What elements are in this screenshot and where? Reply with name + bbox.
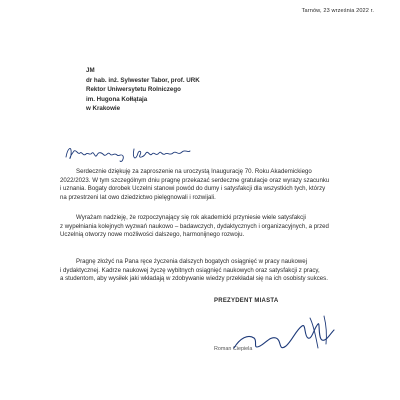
recipient-line-name: dr hab. inż. Sylwester Tabor, prof. URK — [86, 76, 200, 84]
paragraph-line: a studentom, aby wysiłek jaki wkładają w zdobywanie wiedzy przekładał się na ich osobisty sukces. — [60, 275, 328, 283]
recipient-line-position: Rektor Uniwersytetu Rolniczego — [86, 86, 181, 94]
paragraph-2 — [60, 214, 352, 240]
handwritten-greeting — [62, 141, 194, 165]
paragraph-line: 2022/2023. W tym szczególnym dniu pragnę przekazać serdeczne gratulacje oraz wyrazy szacunku — [60, 176, 330, 184]
paragraph-1 — [60, 168, 352, 202]
paragraph-3 — [60, 258, 352, 284]
paragraph-line: i uznania. Bogaty dorobek Uczelni stanowi powód do dumy i satysfakcji dla wszystkich tych, którzy — [60, 185, 326, 193]
paragraph-line: z wypełniania kolejnych wyzwań naukowo – badawczych, dydaktycznych i organizacyjnych, a przed — [60, 222, 329, 230]
handwritten-signature — [214, 308, 354, 358]
signature-name: Roman Ciepiela — [214, 346, 253, 352]
letter-date: Tarnów, 23 września 2022 r. — [301, 8, 374, 14]
paragraph-line: i dydaktycznej. Kadrze naukowej życzę wybitnych osiągnięć naukowych oraz satysfakcji z pracy, — [60, 266, 320, 274]
paragraph-line: Pragnę złożyć na Pana ręce życzenia dalszych bogatych osiągnięć w pracy naukowej — [76, 258, 308, 265]
recipient-address — [86, 66, 200, 114]
paragraph-line: na przestrzeni lat owo dziedzictwo pielęgnowali i rozwijali. — [60, 193, 216, 201]
recipient-line-university: im. Hugona Kołłątaja — [86, 95, 148, 103]
signature-title: PREZYDENT MIASTA — [214, 298, 279, 304]
paragraph-line: Wyrażam nadzieję, że rozpoczynający się rok akademicki przyniesie wiele satysfakcji — [76, 214, 306, 221]
paragraph-line: Serdecznie dziękuję za zaproszenie na uroczystą Inaugurację 70. Roku Akademickiego — [76, 168, 312, 175]
signature-block — [214, 298, 354, 368]
paragraph-line: Uczelnią otworzy nowe możliwości dalszego, harmonijnego rozwoju. — [60, 231, 245, 239]
recipient-line-honorific: JM — [86, 67, 95, 74]
recipient-line-city: w Krakowie — [86, 105, 121, 113]
